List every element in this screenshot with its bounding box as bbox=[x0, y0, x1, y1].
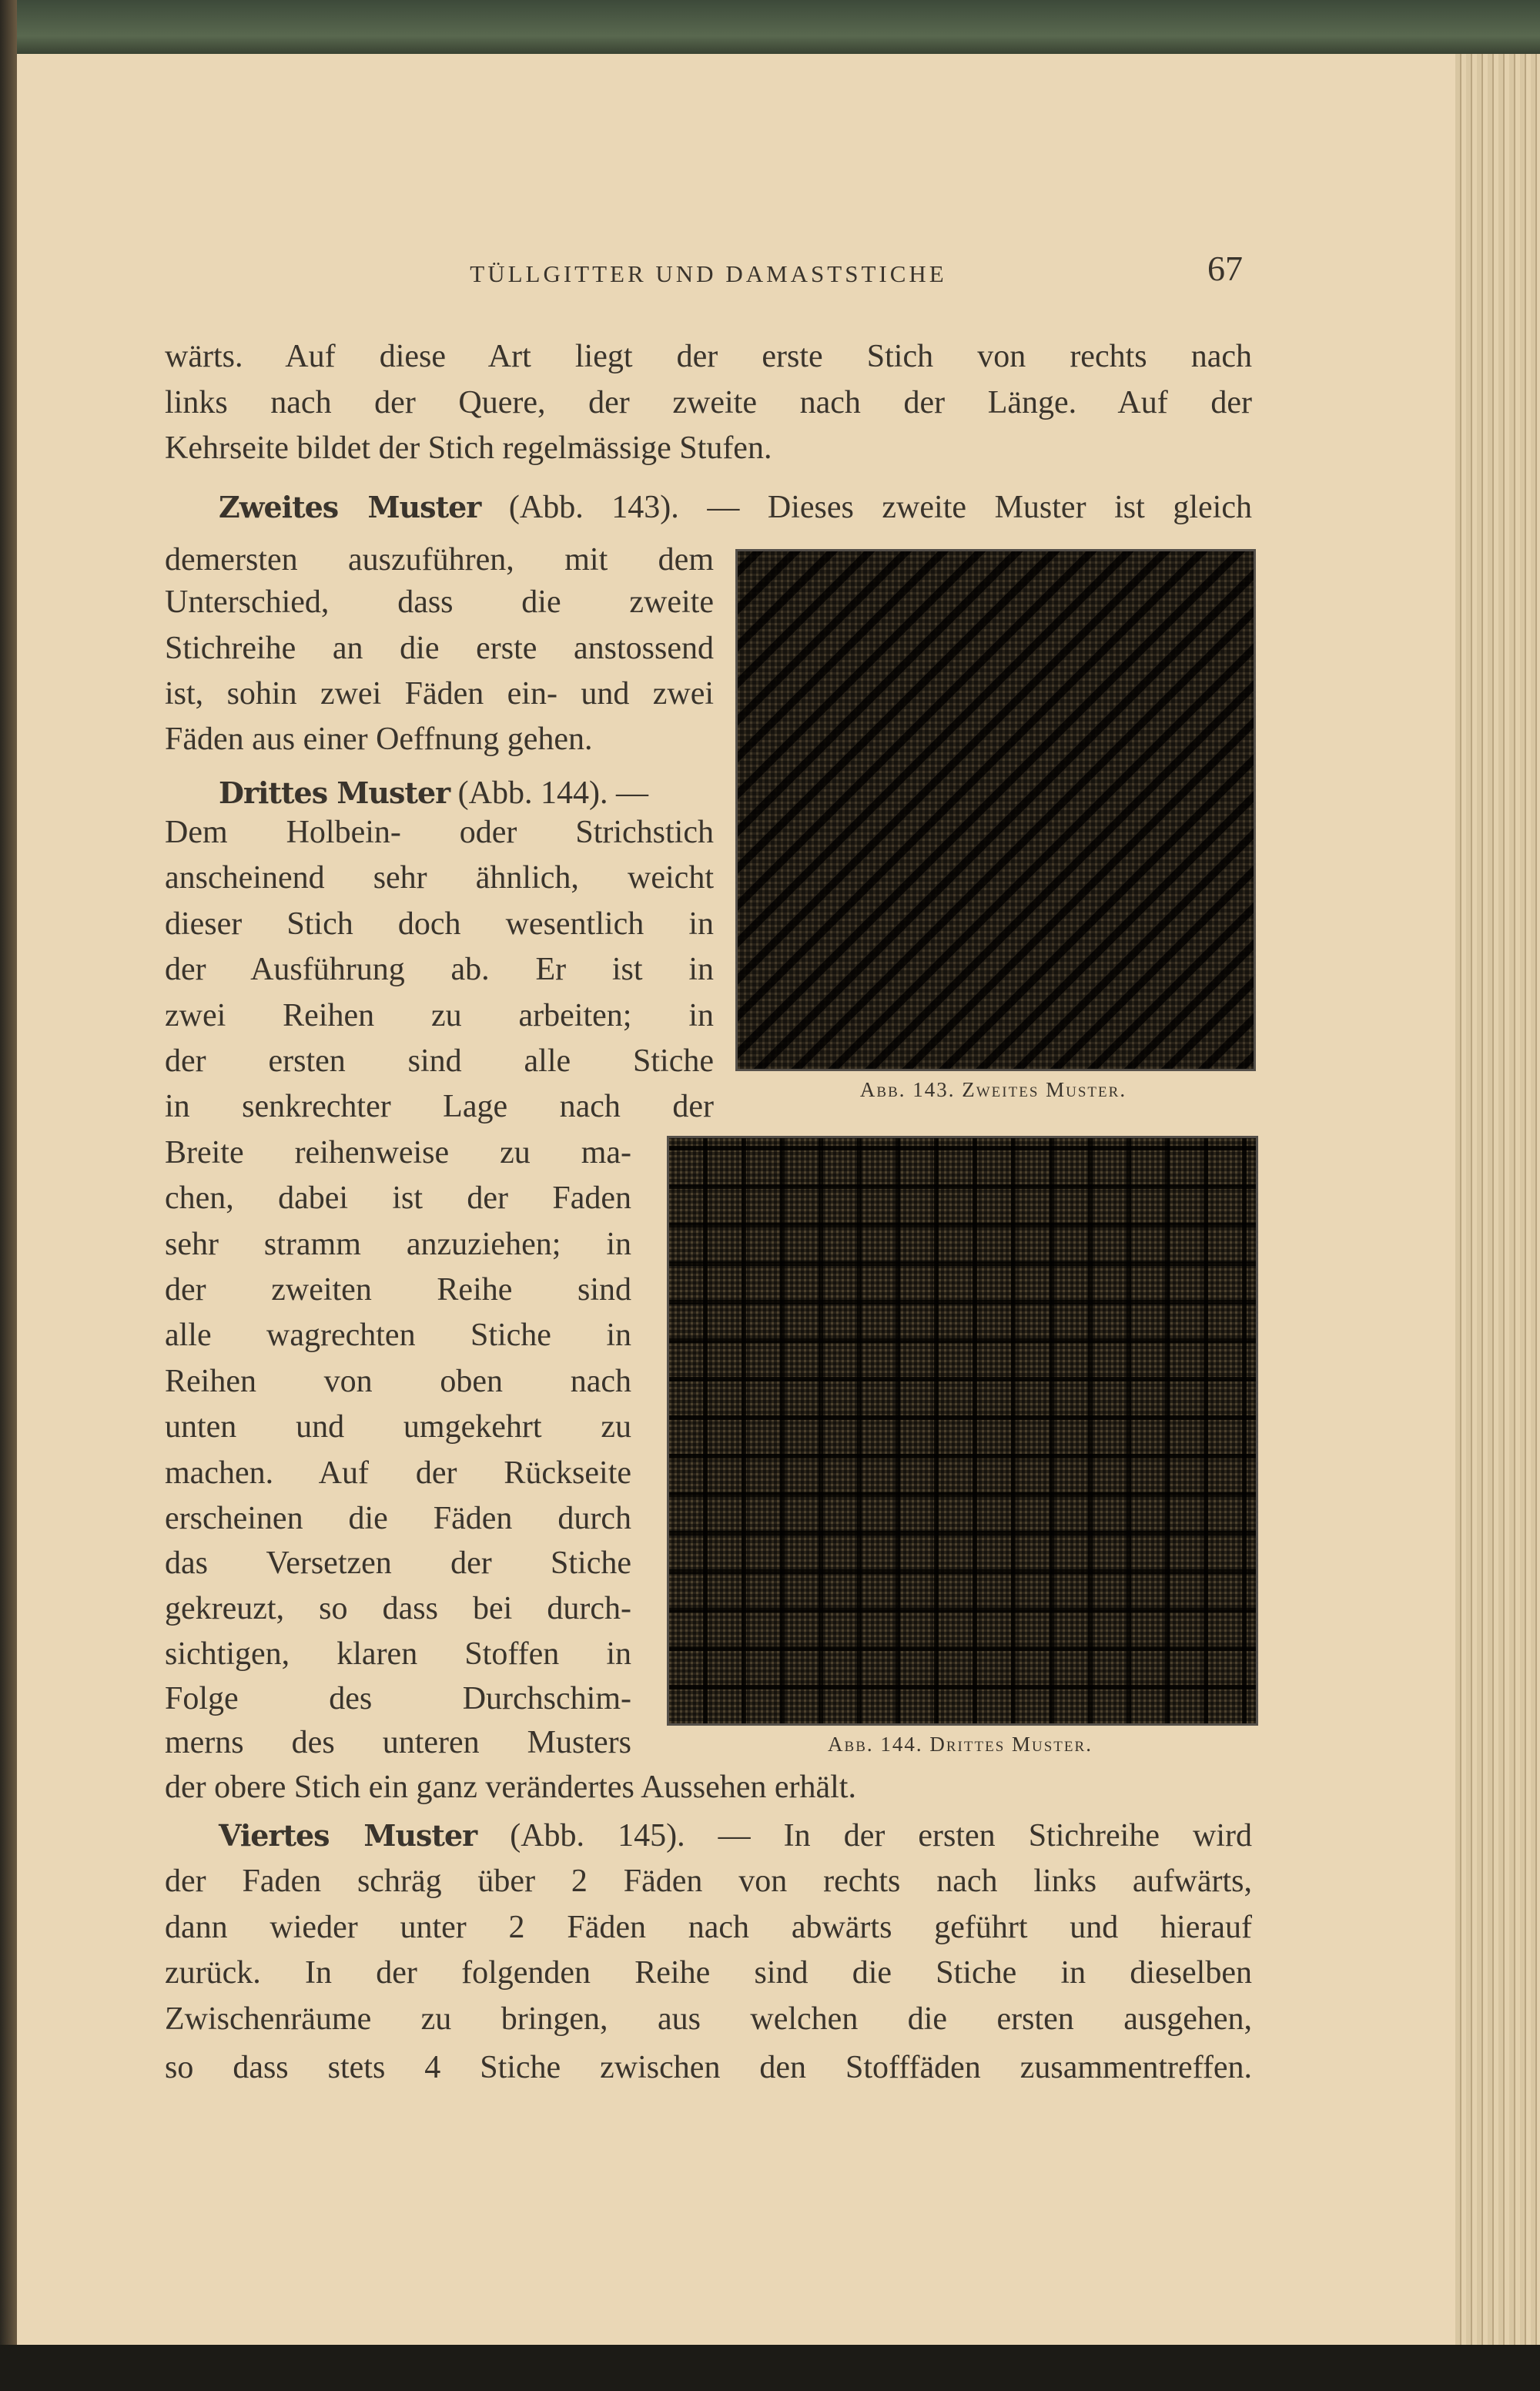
page-edges bbox=[1455, 54, 1540, 2345]
text-line bbox=[165, 809, 714, 856]
line-text: (Abb. 143). — Dieses zweite Muster ist gleich bbox=[480, 490, 1252, 525]
line-text: gekreuzt, so dass bei durch- bbox=[165, 1591, 631, 1626]
section-heading: Zweites Muster bbox=[219, 490, 481, 524]
text-line bbox=[165, 716, 714, 762]
line-text: zurück. In der folgenden Reihe sind die Stiche in dieselben bbox=[165, 1955, 1252, 1991]
text-line bbox=[165, 1267, 631, 1313]
text-line bbox=[165, 1083, 714, 1130]
line-text: Reihen von oben nach bbox=[165, 1364, 631, 1399]
text-line bbox=[165, 1996, 1252, 2042]
text-line bbox=[165, 537, 714, 583]
line-text: Stichreihe an die erste anstossend bbox=[165, 631, 714, 666]
line-text: der obere Stich ein ganz verändertes Aussehen erhält. bbox=[165, 1770, 856, 1805]
line-text: links nach der Quere, der zweite nach der Länge. Auf der bbox=[165, 385, 1252, 420]
text-line bbox=[165, 2044, 1252, 2091]
line-text: der ersten sind alle Stiche bbox=[165, 1043, 714, 1079]
page-number: 67 bbox=[1207, 249, 1243, 288]
text-line bbox=[165, 855, 714, 901]
text-line bbox=[165, 1858, 1252, 1904]
text-line bbox=[165, 1904, 1252, 1951]
text-line bbox=[165, 1540, 631, 1586]
line-text: Kehrseite bildet der Stich regelmässige Stufen. bbox=[165, 430, 772, 466]
line-text: (Abb. 145). — In der ersten Stichreihe wird bbox=[477, 1818, 1252, 1854]
text-line bbox=[165, 1813, 1252, 1859]
text-line bbox=[165, 993, 714, 1039]
text-line bbox=[165, 579, 714, 625]
text-line bbox=[165, 625, 714, 671]
text-line bbox=[165, 901, 714, 947]
text-line bbox=[165, 1450, 631, 1496]
line-text: Folge des Durchschim- bbox=[165, 1681, 631, 1716]
line-text: (Abb. 144). — bbox=[450, 775, 648, 811]
text-line bbox=[165, 671, 714, 717]
line-text: wärts. Auf diese Art liegt der erste Stich von rechts nach bbox=[165, 339, 1252, 374]
line-text: Breite reihenweise zu ma- bbox=[165, 1135, 631, 1170]
text-line bbox=[165, 1764, 1252, 1810]
line-text: demersten auszuführen, mit dem bbox=[165, 542, 714, 578]
text-line bbox=[165, 1221, 631, 1267]
text-line bbox=[165, 1950, 1252, 1996]
text-line bbox=[165, 946, 714, 993]
text-line bbox=[165, 1358, 631, 1405]
line-text: machen. Auf der Rückseite bbox=[165, 1455, 631, 1491]
figure-144-illustration bbox=[667, 1136, 1258, 1726]
line-text: Fäden aus einer Oeffnung gehen. bbox=[165, 722, 593, 757]
line-text: unten und umgekehrt zu bbox=[165, 1409, 631, 1445]
figure-144-caption: Abb. 144. Drittes Muster. bbox=[828, 1733, 1093, 1756]
line-text: der zweiten Reihe sind bbox=[165, 1272, 631, 1308]
line-text: der Faden schräg über 2 Fäden von rechts nach links aufwärts, bbox=[165, 1864, 1252, 1899]
line-text: das Versetzen der Stiche bbox=[165, 1545, 631, 1581]
text-line bbox=[165, 1130, 631, 1176]
figure-143-illustration bbox=[735, 549, 1256, 1071]
text-line bbox=[165, 425, 1252, 471]
text-line bbox=[165, 1495, 631, 1542]
line-text: merns des unteren Musters bbox=[165, 1725, 631, 1760]
line-text: chen, dabei ist der Faden bbox=[165, 1180, 631, 1216]
figure-143-caption: Abb. 143. Zweites Muster. bbox=[859, 1078, 1127, 1101]
text-line bbox=[165, 1038, 714, 1084]
line-text: so dass stets 4 Stiche zwischen den Stofffäden zusammentreffen. bbox=[165, 2050, 1252, 2085]
line-text: ist, sohin zwei Fäden ein- und zwei bbox=[165, 676, 714, 712]
text-line bbox=[165, 484, 1252, 531]
text-line bbox=[165, 1586, 631, 1632]
text-line bbox=[165, 1175, 631, 1221]
line-text: sehr stramm anzuziehen; in bbox=[165, 1227, 631, 1262]
section-heading: Viertes Muster bbox=[219, 1818, 477, 1853]
scan-background bbox=[0, 2345, 1540, 2391]
text-line bbox=[165, 1631, 631, 1677]
line-text: zwei Reihen zu arbeiten; in bbox=[165, 998, 714, 1033]
line-text: anscheinend sehr ähnlich, weicht bbox=[165, 860, 714, 896]
line-text: sichtigen, klaren Stoffen in bbox=[165, 1636, 631, 1672]
line-text: der Ausführung ab. Er ist in bbox=[165, 952, 714, 987]
text-line bbox=[165, 380, 1252, 426]
text-line bbox=[165, 1312, 631, 1358]
line-text: dieser Stich doch wesentlich in bbox=[165, 906, 714, 942]
line-text: erscheinen die Fäden durch bbox=[165, 1501, 631, 1536]
line-text: Zwischenräume zu bringen, aus welchen die ersten ausgehen, bbox=[165, 2001, 1252, 2037]
section-heading: Drittes Muster bbox=[219, 775, 450, 810]
book-spine bbox=[0, 0, 17, 2391]
line-text: dann wieder unter 2 Fäden nach abwärts geführt und hierauf bbox=[165, 1910, 1252, 1945]
text-line bbox=[165, 1676, 631, 1722]
text-line bbox=[165, 333, 1252, 380]
running-title: TÜLLGITTER UND DAMASTSTICHE bbox=[470, 260, 947, 287]
book-top-edge bbox=[0, 0, 1540, 60]
text-line bbox=[165, 1404, 631, 1450]
line-text: Unterschied, dass die zweite bbox=[165, 584, 714, 620]
line-text: alle wagrechten Stiche in bbox=[165, 1318, 631, 1353]
text-line bbox=[165, 1720, 631, 1766]
line-text: Dem Holbein- oder Strichstich bbox=[165, 815, 714, 850]
line-text: in senkrechter Lage nach der bbox=[165, 1089, 714, 1124]
